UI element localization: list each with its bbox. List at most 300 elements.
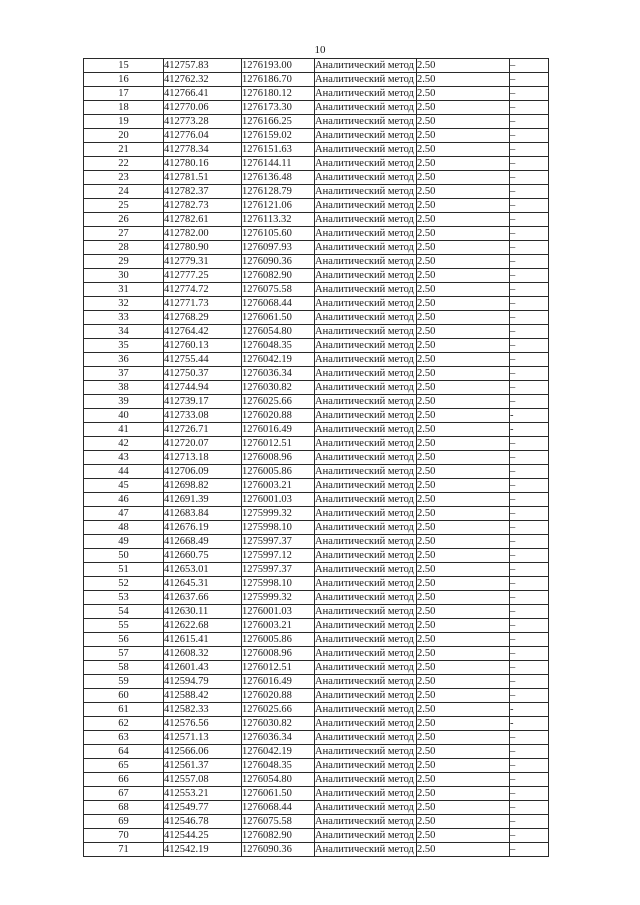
accuracy-cell: 2.50 [417,241,510,255]
table-row [84,745,549,759]
table-row [84,717,549,731]
point-number-cell: 41 [84,423,164,437]
x-coordinate-cell: 412549.77 [164,801,242,815]
x-coordinate-cell: 412706.09 [164,465,242,479]
y-coordinate-cell: 1276151.63 [242,143,315,157]
x-coordinate-cell: 412645.31 [164,577,242,591]
table-row [84,115,549,129]
x-coordinate-cell: 412764.42 [164,325,242,339]
method-cell: Аналитический метод [315,339,417,353]
note-cell: – [510,829,549,843]
point-number-cell: 44 [84,465,164,479]
point-number-cell: 42 [84,437,164,451]
point-number-cell: 68 [84,801,164,815]
x-coordinate-cell: 412766.41 [164,87,242,101]
table-row [84,759,549,773]
x-coordinate-cell: 412755.44 [164,353,242,367]
method-cell: Аналитический метод [315,437,417,451]
method-cell: Аналитический метод [315,143,417,157]
note-cell: – [510,241,549,255]
point-number-cell: 36 [84,353,164,367]
note-cell: – [510,689,549,703]
method-cell: Аналитический метод [315,577,417,591]
x-coordinate-cell: 412773.28 [164,115,242,129]
accuracy-cell: 2.50 [417,465,510,479]
x-coordinate-cell: 412713.18 [164,451,242,465]
table-row [84,787,549,801]
table-row [84,339,549,353]
method-cell: Аналитический метод [315,773,417,787]
accuracy-cell: 2.50 [417,213,510,227]
note-cell: – [510,661,549,675]
accuracy-cell: 2.50 [417,269,510,283]
point-number-cell: 60 [84,689,164,703]
y-coordinate-cell: 1276003.21 [242,479,315,493]
method-cell: Аналитический метод [315,59,417,73]
point-number-cell: 24 [84,185,164,199]
y-coordinate-cell: 1276008.96 [242,647,315,661]
point-number-cell: 21 [84,143,164,157]
point-number-cell: 22 [84,157,164,171]
x-coordinate-cell: 412691.39 [164,493,242,507]
method-cell: Аналитический метод [315,101,417,115]
table-row [84,605,549,619]
method-cell: Аналитический метод [315,549,417,563]
method-cell: Аналитический метод [315,171,417,185]
point-number-cell: 58 [84,661,164,675]
table-row [84,171,549,185]
table-row [84,507,549,521]
method-cell: Аналитический метод [315,255,417,269]
y-coordinate-cell: 1276036.34 [242,367,315,381]
note-cell: – [510,801,549,815]
table-row [84,87,549,101]
accuracy-cell: 2.50 [417,479,510,493]
y-coordinate-cell: 1276030.82 [242,381,315,395]
accuracy-cell: 2.50 [417,143,510,157]
x-coordinate-cell: 412779.31 [164,255,242,269]
point-number-cell: 15 [84,59,164,73]
accuracy-cell: 2.50 [417,255,510,269]
point-number-cell: 38 [84,381,164,395]
point-number-cell: 49 [84,535,164,549]
table-row [84,563,549,577]
point-number-cell: 54 [84,605,164,619]
method-cell: Аналитический метод [315,815,417,829]
point-number-cell: 34 [84,325,164,339]
note-cell: – [510,759,549,773]
accuracy-cell: 2.50 [417,633,510,647]
x-coordinate-cell: 412780.16 [164,157,242,171]
table-row [84,437,549,451]
note-cell: – [510,633,549,647]
point-number-cell: 31 [84,283,164,297]
method-cell: Аналитический метод [315,787,417,801]
method-cell: Аналитический метод [315,675,417,689]
y-coordinate-cell: 1275999.32 [242,507,315,521]
y-coordinate-cell: 1276016.49 [242,423,315,437]
note-cell: – [510,521,549,535]
table-row [84,129,549,143]
point-number-cell: 51 [84,563,164,577]
point-number-cell: 69 [84,815,164,829]
y-coordinate-cell: 1276090.36 [242,255,315,269]
point-number-cell: 37 [84,367,164,381]
y-coordinate-cell: 1276144.11 [242,157,315,171]
table-row [84,297,549,311]
y-coordinate-cell: 1276090.36 [242,843,315,857]
method-cell: Аналитический метод [315,465,417,479]
method-cell: Аналитический метод [315,521,417,535]
x-coordinate-cell: 412553.21 [164,787,242,801]
x-coordinate-cell: 412601.43 [164,661,242,675]
note-cell: – [510,283,549,297]
x-coordinate-cell: 412770.06 [164,101,242,115]
x-coordinate-cell: 412546.78 [164,815,242,829]
method-cell: Аналитический метод [315,759,417,773]
method-cell: Аналитический метод [315,73,417,87]
note-cell: – [510,605,549,619]
y-coordinate-cell: 1276008.96 [242,451,315,465]
accuracy-cell: 2.50 [417,675,510,689]
table-row [84,381,549,395]
point-number-cell: 35 [84,339,164,353]
accuracy-cell: 2.50 [417,157,510,171]
y-coordinate-cell: 1276180.12 [242,87,315,101]
method-cell: Аналитический метод [315,129,417,143]
table-row [84,395,549,409]
coordinates-table-body [84,59,549,857]
y-coordinate-cell: 1275997.37 [242,535,315,549]
note-cell: – [510,395,549,409]
table-row [84,801,549,815]
method-cell: Аналитический метод [315,535,417,549]
x-coordinate-cell: 412561.37 [164,759,242,773]
note-cell: – [510,73,549,87]
accuracy-cell: 2.50 [417,451,510,465]
x-coordinate-cell: 412653.01 [164,563,242,577]
x-coordinate-cell: 412782.00 [164,227,242,241]
y-coordinate-cell: 1276025.66 [242,703,315,717]
x-coordinate-cell: 412744.94 [164,381,242,395]
table-row [84,227,549,241]
x-coordinate-cell: 412782.61 [164,213,242,227]
method-cell: Аналитический метод [315,311,417,325]
point-number-cell: 20 [84,129,164,143]
y-coordinate-cell: 1276042.19 [242,745,315,759]
table-row [84,367,549,381]
method-cell: Аналитический метод [315,199,417,213]
accuracy-cell: 2.50 [417,801,510,815]
y-coordinate-cell: 1276136.48 [242,171,315,185]
accuracy-cell: 2.50 [417,171,510,185]
note-cell: – [510,115,549,129]
table-row [84,213,549,227]
y-coordinate-cell: 1276173.30 [242,101,315,115]
accuracy-cell: 2.50 [417,591,510,605]
table-row [84,269,549,283]
accuracy-cell: 2.50 [417,73,510,87]
x-coordinate-cell: 412608.32 [164,647,242,661]
y-coordinate-cell: 1276020.88 [242,689,315,703]
x-coordinate-cell: 412615.41 [164,633,242,647]
method-cell: Аналитический метод [315,801,417,815]
note-cell: – [510,773,549,787]
y-coordinate-cell: 1276082.90 [242,269,315,283]
note-cell: – [510,437,549,451]
point-number-cell: 25 [84,199,164,213]
note-cell: – [510,311,549,325]
point-number-cell: 53 [84,591,164,605]
y-coordinate-cell: 1276113.32 [242,213,315,227]
method-cell: Аналитический метод [315,87,417,101]
note-cell: – [510,647,549,661]
table-row [84,283,549,297]
table-row [84,703,549,717]
accuracy-cell: 2.50 [417,325,510,339]
note-cell: – [510,59,549,73]
table-row [84,423,549,437]
note-cell: – [510,591,549,605]
y-coordinate-cell: 1275998.10 [242,521,315,535]
point-number-cell: 64 [84,745,164,759]
note-cell: – [510,535,549,549]
table-row [84,521,549,535]
y-coordinate-cell: 1276012.51 [242,661,315,675]
y-coordinate-cell: 1275997.37 [242,563,315,577]
point-number-cell: 52 [84,577,164,591]
y-coordinate-cell: 1275998.10 [242,577,315,591]
point-number-cell: 30 [84,269,164,283]
method-cell: Аналитический метод [315,745,417,759]
method-cell: Аналитический метод [315,647,417,661]
method-cell: Аналитический метод [315,395,417,409]
accuracy-cell: 2.50 [417,409,510,423]
table-row [84,143,549,157]
table-row [84,325,549,339]
table-row [84,241,549,255]
x-coordinate-cell: 412777.25 [164,269,242,283]
table-row [84,59,549,73]
accuracy-cell: 2.50 [417,59,510,73]
accuracy-cell: 2.50 [417,115,510,129]
point-number-cell: 32 [84,297,164,311]
accuracy-cell: 2.50 [417,787,510,801]
y-coordinate-cell: 1276036.34 [242,731,315,745]
method-cell: Аналитический метод [315,507,417,521]
table-row [84,633,549,647]
y-coordinate-cell: 1276054.80 [242,325,315,339]
note-cell: – [510,339,549,353]
accuracy-cell: 2.50 [417,521,510,535]
method-cell: Аналитический метод [315,409,417,423]
table-row [84,73,549,87]
accuracy-cell: 2.50 [417,759,510,773]
point-number-cell: 65 [84,759,164,773]
accuracy-cell: 2.50 [417,745,510,759]
note-cell: – [510,297,549,311]
accuracy-cell: 2.50 [417,703,510,717]
y-coordinate-cell: 1276075.58 [242,283,315,297]
note-cell: – [510,787,549,801]
note-cell: – [510,493,549,507]
method-cell: Аналитический метод [315,493,417,507]
y-coordinate-cell: 1276082.90 [242,829,315,843]
method-cell: Аналитический метод [315,213,417,227]
method-cell: Аналитический метод [315,661,417,675]
note-cell: – [510,619,549,633]
method-cell: Аналитический метод [315,227,417,241]
y-coordinate-cell: 1276001.03 [242,605,315,619]
note-cell: – [510,143,549,157]
point-number-cell: 56 [84,633,164,647]
table-row [84,647,549,661]
method-cell: Аналитический метод [315,157,417,171]
coordinates-table [83,58,549,857]
note-cell: – [510,367,549,381]
x-coordinate-cell: 412622.68 [164,619,242,633]
y-coordinate-cell: 1276075.58 [242,815,315,829]
accuracy-cell: 2.50 [417,185,510,199]
note-cell: – [510,353,549,367]
x-coordinate-cell: 412778.34 [164,143,242,157]
accuracy-cell: 2.50 [417,647,510,661]
accuracy-cell: 2.50 [417,577,510,591]
accuracy-cell: 2.50 [417,829,510,843]
accuracy-cell: 2.50 [417,549,510,563]
y-coordinate-cell: 1276005.86 [242,465,315,479]
accuracy-cell: 2.50 [417,395,510,409]
note-cell: – [510,213,549,227]
note-cell: – [510,675,549,689]
note-cell: – [510,577,549,591]
method-cell: Аналитический метод [315,283,417,297]
note-cell: – [510,255,549,269]
accuracy-cell: 2.50 [417,605,510,619]
method-cell: Аналитический метод [315,591,417,605]
accuracy-cell: 2.50 [417,297,510,311]
x-coordinate-cell: 412588.42 [164,689,242,703]
accuracy-cell: 2.50 [417,731,510,745]
x-coordinate-cell: 412733.08 [164,409,242,423]
accuracy-cell: 2.50 [417,689,510,703]
y-coordinate-cell: 1276030.82 [242,717,315,731]
x-coordinate-cell: 412683.84 [164,507,242,521]
page-number: 10 [314,44,326,56]
table-row [84,157,549,171]
point-number-cell: 59 [84,675,164,689]
table-row [84,535,549,549]
y-coordinate-cell: 1276097.93 [242,241,315,255]
point-number-cell: 19 [84,115,164,129]
table-row [84,353,549,367]
x-coordinate-cell: 412776.04 [164,129,242,143]
accuracy-cell: 2.50 [417,283,510,297]
accuracy-cell: 2.50 [417,227,510,241]
table-row [84,409,549,423]
x-coordinate-cell: 412576.56 [164,717,242,731]
x-coordinate-cell: 412566.06 [164,745,242,759]
method-cell: Аналитический метод [315,689,417,703]
note-cell: – [510,731,549,745]
y-coordinate-cell: 1276012.51 [242,437,315,451]
accuracy-cell: 2.50 [417,423,510,437]
x-coordinate-cell: 412557.08 [164,773,242,787]
y-coordinate-cell: 1276003.21 [242,619,315,633]
table-row [84,815,549,829]
point-number-cell: 66 [84,773,164,787]
note-cell: – [510,451,549,465]
note-cell: - [510,703,549,717]
point-number-cell: 39 [84,395,164,409]
table-row [84,255,549,269]
method-cell: Аналитический метод [315,297,417,311]
point-number-cell: 62 [84,717,164,731]
x-coordinate-cell: 412594.79 [164,675,242,689]
accuracy-cell: 2.50 [417,717,510,731]
method-cell: Аналитический метод [315,381,417,395]
point-number-cell: 33 [84,311,164,325]
accuracy-cell: 2.50 [417,563,510,577]
x-coordinate-cell: 412720.07 [164,437,242,451]
note-cell: – [510,101,549,115]
accuracy-cell: 2.50 [417,619,510,633]
point-number-cell: 71 [84,843,164,857]
point-number-cell: 23 [84,171,164,185]
method-cell: Аналитический метод [315,325,417,339]
point-number-cell: 46 [84,493,164,507]
x-coordinate-cell: 412757.83 [164,59,242,73]
y-coordinate-cell: 1276016.49 [242,675,315,689]
note-cell: – [510,199,549,213]
note-cell: – [510,381,549,395]
accuracy-cell: 2.50 [417,493,510,507]
x-coordinate-cell: 412542.19 [164,843,242,857]
accuracy-cell: 2.50 [417,87,510,101]
table-row [84,829,549,843]
y-coordinate-cell: 1276061.50 [242,787,315,801]
table-row [84,661,549,675]
table-row [84,843,549,857]
note-cell: – [510,745,549,759]
point-number-cell: 47 [84,507,164,521]
y-coordinate-cell: 1276159.02 [242,129,315,143]
note-cell: – [510,171,549,185]
accuracy-cell: 2.50 [417,437,510,451]
point-number-cell: 27 [84,227,164,241]
accuracy-cell: 2.50 [417,311,510,325]
table-row [84,199,549,213]
x-coordinate-cell: 412774.72 [164,283,242,297]
y-coordinate-cell: 1275999.32 [242,591,315,605]
accuracy-cell: 2.50 [417,535,510,549]
accuracy-cell: 2.50 [417,101,510,115]
y-coordinate-cell: 1275997.12 [242,549,315,563]
y-coordinate-cell: 1276193.00 [242,59,315,73]
table-row [84,675,549,689]
point-number-cell: 55 [84,619,164,633]
point-number-cell: 50 [84,549,164,563]
note-cell: – [510,129,549,143]
point-number-cell: 40 [84,409,164,423]
point-number-cell: 16 [84,73,164,87]
point-number-cell: 18 [84,101,164,115]
method-cell: Аналитический метод [315,731,417,745]
method-cell: Аналитический метод [315,423,417,437]
x-coordinate-cell: 412630.11 [164,605,242,619]
y-coordinate-cell: 1276048.35 [242,339,315,353]
note-cell: - [510,409,549,423]
